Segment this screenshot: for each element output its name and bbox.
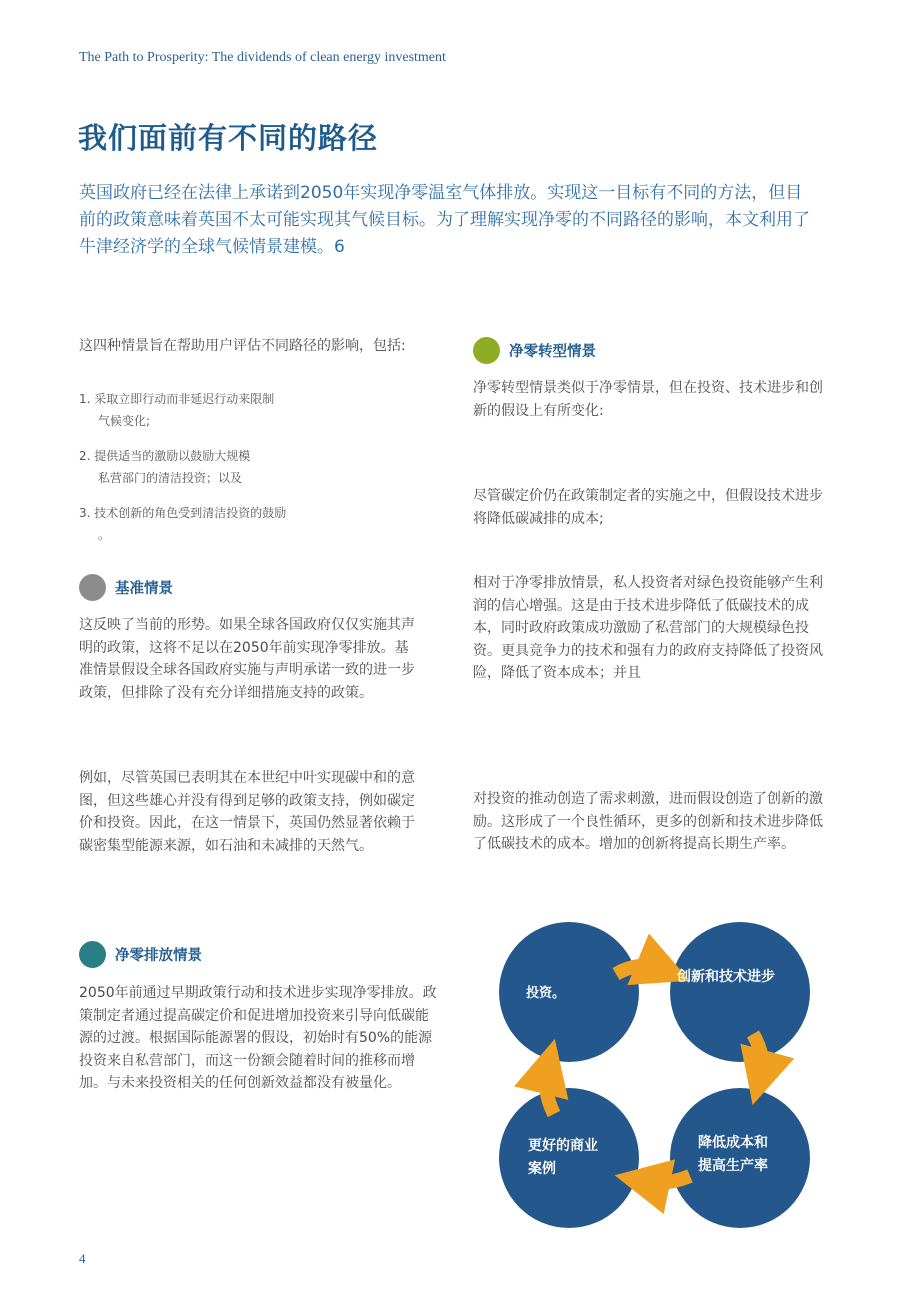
node-label: 提高生产率	[698, 1158, 768, 1174]
node-label: 降低成本和	[698, 1135, 768, 1151]
business-case-node	[499, 1088, 639, 1228]
transition-paragraph-4: 对投资的推动创造了需求刺激，进而假设创造了创新的激励。这形成了一个良性循环，更多的创新和技术进步降低了低碳技术的成本。增加的创新将提高长期生产率。	[473, 791, 823, 852]
investment-cycle-diagram	[470, 900, 840, 1240]
arrow-left-icon	[642, 1176, 690, 1183]
baseline-heading	[79, 574, 173, 601]
list-item	[79, 388, 379, 432]
node-label: 投资。	[526, 986, 566, 1001]
list-item-line: 1. 采取立即行动而非延迟行动来限制	[79, 392, 275, 406]
baseline-paragraph-1: 这反映了当前的形势。如果全球各国政府仅仅实施其声明的政策，这将不足以在2050年前实现净零排放。基准情景假设全球各国政府实施与声明承诺一致的进一步政策，但排除了没有充分详细措施支持的政策。	[79, 617, 415, 701]
list-item-line: 3. 技术创新的角色受到清洁投资的鼓励	[79, 506, 287, 520]
list-item-continuation: 。	[98, 528, 111, 542]
node-label: 创新和技术进步	[677, 969, 775, 985]
arrow-up-icon	[546, 1066, 554, 1114]
node-label: 案例	[528, 1161, 556, 1177]
transition-paragraph-2: 尽管碳定价仍在政策制定者的实施之中，但假设技术进步将降低碳减排的成本;	[473, 488, 823, 527]
arrow-down-icon	[753, 1034, 762, 1078]
running-header: The Path to Prosperity: The dividends of clean energy investment	[79, 50, 446, 65]
page-title: 我们面前有不同的路径	[78, 121, 379, 155]
baseline-heading-label: 基准情景	[115, 581, 173, 597]
list-item	[79, 445, 379, 489]
transition-heading	[473, 337, 596, 364]
lead-paragraph: 英国政府已经在法律上承诺到2050年实现净零温室气体排放。实现这一目标有不同的方法，但目前的政策意味着英国不太可能实现其气候目标。为了理解实现净零的不同路径的影响，本文利用了牛津经济学的全球气候情景建模。6	[79, 183, 810, 257]
node-label: 更好的商业	[528, 1138, 598, 1154]
objectives-list	[79, 388, 379, 559]
list-item-continuation: 私营部门的清洁投资；以及	[98, 471, 243, 485]
page-number: 4	[79, 1251, 86, 1266]
net-zero-heading-label: 净零排放情景	[115, 948, 202, 964]
net-zero-heading	[79, 941, 202, 968]
transition-heading-label: 净零转型情景	[509, 344, 596, 360]
transition-paragraph-1: 净零转型情景类似于净零情景，但在投资、技术进步和创新的假设上有所变化:	[473, 380, 823, 419]
teal-dot-icon	[79, 941, 106, 968]
scenarios-intro: 这四种情景旨在帮助用户评估不同路径的影响，包括:	[79, 338, 406, 354]
arrow-right-icon	[616, 966, 664, 974]
grey-dot-icon	[79, 574, 106, 601]
green-dot-icon	[473, 337, 500, 364]
investment-node	[499, 922, 639, 1062]
list-item-continuation: 气候变化;	[98, 414, 151, 428]
list-item	[79, 502, 379, 546]
net-zero-paragraph: 2050年前通过早期政策行动和技术进步实现净零排放。政策制定者通过提高碳定价和促进增加投资来引导向低碳能源的过渡。根据国际能源署的假设，初始时有50%的能源投资来自私营部门，而这一份额会随着时间的推移而增加。与未来投资相关的任何创新效益都没有被量化。	[79, 985, 437, 1091]
innovation-node	[670, 922, 810, 1062]
transition-paragraph-3: 相对于净零排放情景，私人投资者对绿色投资能够产生利润的信心增强。这是由于技术进步降低了低碳技术的成本，同时政府政策成功激励了私营部门的大规模绿色投资。更具竞争力的技术和强有力的政府支持降低了投资风险，降低了资本成本；并且	[473, 575, 823, 681]
list-item-line: 2. 提供适当的激励以鼓励大规模	[79, 449, 251, 463]
baseline-paragraph-2: 例如，尽管英国已表明其在本世纪中叶实现碳中和的意图，但这些雄心并没有得到足够的政策支持，例如碳定价和投资。因此，在这一情景下，英国仍然显著依赖于碳密集型能源来源，如石油和未减排的天然气。	[79, 770, 415, 854]
